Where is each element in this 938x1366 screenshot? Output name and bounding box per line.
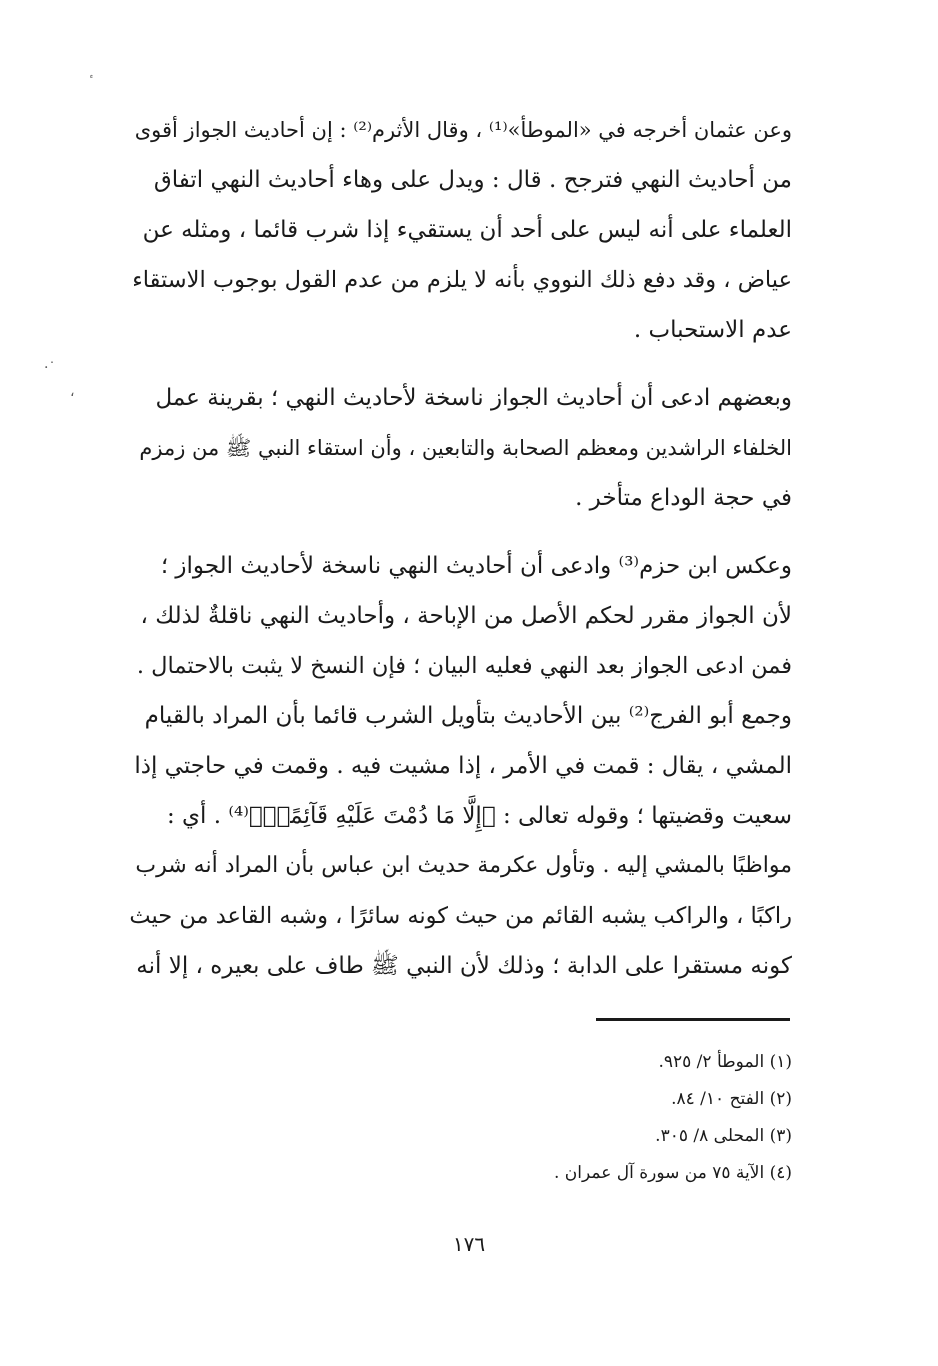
text-line: كونه مستقرا على الدابة ؛ وذلك لأن النبي ﷺ طاف على بعيره ، إلا أنه bbox=[136, 953, 792, 979]
footnote-4: (٤) الآية ٧٥ من سورة آل عمران . bbox=[553, 1163, 792, 1183]
text-line: العلماء على أنه ليس على أحد أن يستقيء إذا شرب قائما ، ومثله عن bbox=[142, 217, 792, 243]
text-line: سعيت وقضيتها ؛ وقوله تعالى : ﴿إِلَّا مَا دُمْتَ عَلَيْهِ قَآئِمًاۗ﴾⁽⁴⁾ . أي : bbox=[166, 803, 792, 829]
paragraph-2 bbox=[128, 373, 792, 523]
footnote-divider bbox=[596, 1018, 790, 1021]
text-line: مواظبًا بالمشي إليه . وتأول عكرمة حديث ابن عباس بأن المراد أنه شرب bbox=[135, 853, 792, 878]
text-line: الخلفاء الراشدين ومعظم الصحابة والتابعين ، وأن استقاء النبي ﷺ من زمزم bbox=[139, 436, 792, 460]
text-line: عدم الاستحباب . bbox=[633, 317, 792, 343]
footnote-2: (٢) الفتح ١٠/ ٨٤. bbox=[671, 1089, 792, 1109]
footnote-3: (٣) المحلى ٨/ ٣٠٥. bbox=[655, 1126, 792, 1146]
footnotes bbox=[372, 1044, 792, 1192]
paragraph-3 bbox=[128, 541, 792, 991]
paragraph-1 bbox=[128, 105, 792, 355]
text-line: من أحاديث النهي فترجح . قال : ويدل على وهاء أحاديث النهي اتفاق bbox=[153, 167, 792, 193]
text-line: وعكس ابن حزم⁽³⁾ وادعى أن أحاديث النهي ناسخة لأحاديث الجواز ؛ bbox=[160, 553, 792, 579]
scan-speck: ، bbox=[70, 384, 75, 400]
scan-speck: ·˙ bbox=[44, 360, 56, 376]
footnote-1: (١) الموطأ ٢/ ٩٢٥. bbox=[658, 1052, 792, 1072]
text-line: لأن الجواز مقرر لحكم الأصل من الإباحة ، وأحاديث النهي ناقلةٌ لذلك ، bbox=[140, 603, 792, 629]
text-line: فمن ادعى الجواز بعد النهي فعليه البيان ؛ فإن النسخ لا يثبت بالاحتمال . bbox=[136, 653, 792, 679]
text-line: وبعضهم ادعى أن أحاديث الجواز ناسخة لأحاديث النهي ؛ بقرينة عمل bbox=[155, 385, 792, 411]
text-line: المشي ، يقال : قمت في الأمر ، إذا مشيت فيه . وقمت في حاجتي إذا bbox=[134, 753, 792, 779]
main-text bbox=[128, 105, 792, 991]
text-line: وعن عثمان أخرجه في «الموطأ»⁽¹⁾ ، وقال الأثرم⁽²⁾ : إن أحاديث الجواز أقوى bbox=[134, 118, 792, 142]
text-line: وجمع أبو الفرج⁽²⁾ بين الأحاديث بتأويل الشرب قائما بأن المراد بالقيام bbox=[144, 703, 792, 729]
text-line: في حجة الوداع متأخر . bbox=[575, 485, 792, 511]
text-line: راكبًا ، والراكب يشبه القائم من حيث كونه سائرًا ، وشبه القاعد من حيث bbox=[129, 903, 792, 929]
page-number: ١٧٦ bbox=[452, 1232, 486, 1256]
text-line: عياض ، وقد دفع ذلك النووي بأنه لا يلزم من عدم القول بوجوب الاستقاء bbox=[132, 267, 792, 293]
